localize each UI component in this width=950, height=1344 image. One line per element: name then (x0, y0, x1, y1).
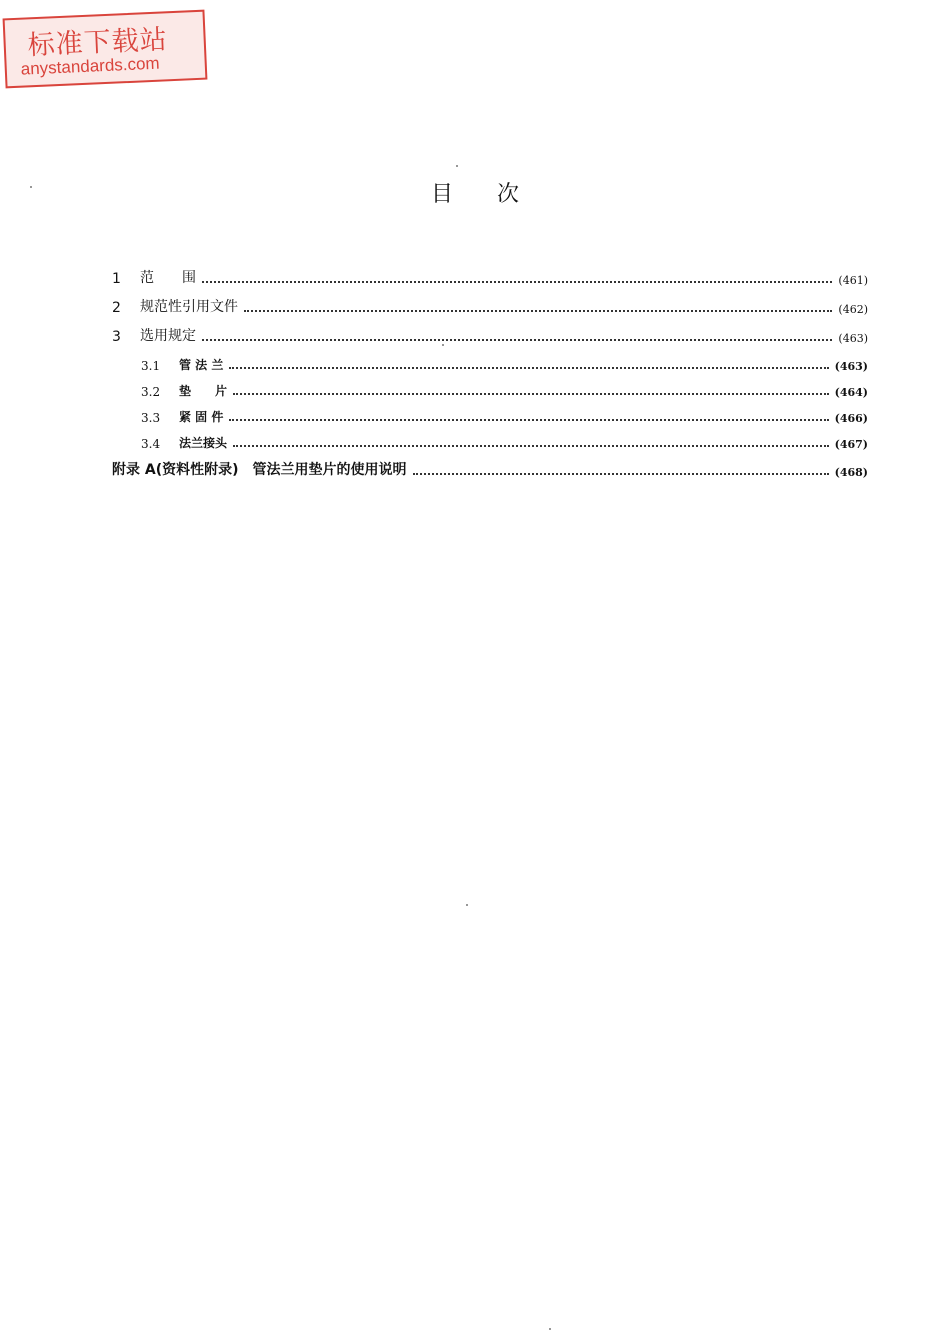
toc-page: (466) (834, 412, 868, 425)
toc-leader (244, 310, 832, 312)
toc-label: 附录 A(资料性附录) 管法兰用垫片的使用说明 (112, 462, 407, 478)
toc-page: (464) (834, 386, 868, 399)
toc-leader (413, 473, 829, 475)
toc-page: (462) (838, 303, 868, 316)
toc-leader (229, 419, 828, 421)
toc-leader (202, 339, 832, 341)
scan-speck (466, 904, 468, 906)
toc-number: 3.4 (141, 437, 161, 451)
toc-page: (467) (834, 438, 868, 451)
toc-label: 规范性引用文件 (140, 299, 238, 315)
scan-speck (456, 165, 458, 167)
page-title: 目次 (430, 182, 563, 207)
toc-leader (229, 367, 828, 369)
toc-number: 1 (112, 271, 121, 287)
watermark-stamp (3, 10, 208, 89)
toc-entry-3-4[interactable] (141, 429, 868, 451)
toc-page: (468) (834, 466, 868, 479)
toc-entry-appendix-a[interactable] (112, 457, 868, 479)
toc-label: 紧 固 件 (179, 410, 224, 424)
toc-page: (461) (838, 274, 868, 287)
toc-leader (233, 445, 829, 447)
watermark-cn-text: 标准下载站 (27, 24, 169, 62)
toc-entry-3-2[interactable] (141, 377, 868, 399)
scan-speck (30, 186, 32, 188)
toc-label: 垫 片 (179, 384, 228, 398)
scan-speck (442, 344, 444, 346)
toc-entry-3-3[interactable] (141, 403, 868, 425)
toc-label: 范 围 (140, 270, 196, 286)
toc-leader (202, 281, 832, 283)
toc-label: 法兰接头 (179, 436, 228, 450)
watermark-en-text: anystandards.com (20, 53, 160, 79)
toc-label: 管 法 兰 (179, 358, 224, 372)
toc-number: 2 (112, 300, 121, 316)
toc-entry-3[interactable] (112, 323, 868, 345)
toc-leader (233, 393, 829, 395)
toc-number: 3.2 (141, 385, 161, 399)
toc-number: 3 (112, 329, 121, 345)
toc-entry-2[interactable] (112, 294, 868, 316)
toc-entry-3-1[interactable] (141, 351, 868, 373)
toc-label: 选用规定 (140, 328, 196, 344)
toc-entry-1[interactable] (112, 265, 868, 287)
toc-page: (463) (838, 332, 868, 345)
toc-number: 3.3 (141, 411, 161, 425)
toc-page: (463) (834, 360, 868, 373)
scan-speck (549, 1328, 551, 1330)
toc-number: 3.1 (141, 359, 161, 373)
